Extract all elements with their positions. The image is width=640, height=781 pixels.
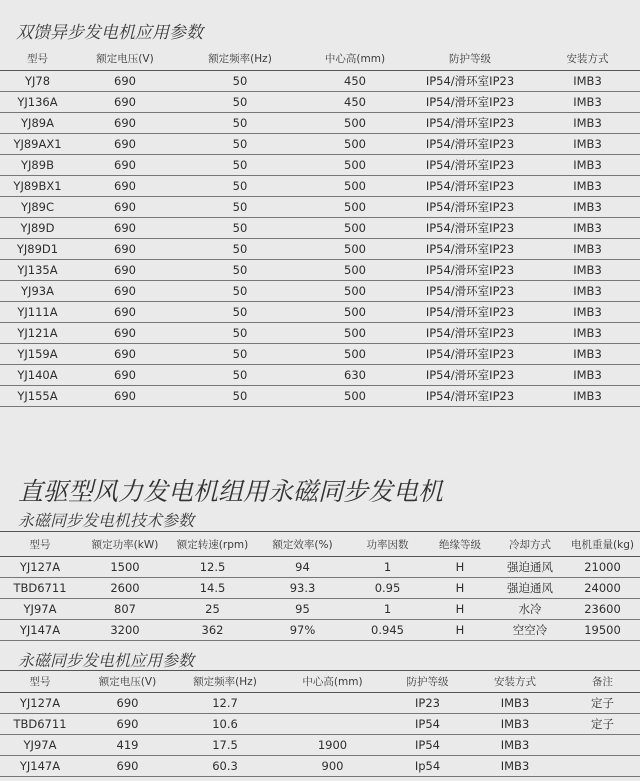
table-row <box>0 693 640 714</box>
table-cell: 500 <box>305 113 405 134</box>
column-header: 额定频率(Hz) <box>175 47 305 71</box>
table-cell: 1 <box>350 557 425 578</box>
table-cell: 500 <box>305 155 405 176</box>
table-cell: YJ89B <box>0 155 75 176</box>
table-cell: 690 <box>75 386 175 407</box>
column-header: 冷却方式 <box>495 532 565 557</box>
table-cell: IP54 <box>390 714 465 735</box>
table-cell: 690 <box>75 134 175 155</box>
table-cell: YJ136A <box>0 92 75 113</box>
table-cell: 690 <box>80 714 175 735</box>
table-cell: IMB3 <box>535 386 640 407</box>
table-cell: 10.6 <box>175 714 275 735</box>
table-cell: IP54/滑环室IP23 <box>405 323 535 344</box>
table-cell: IP54/滑环室IP23 <box>405 71 535 92</box>
table-cell: 50 <box>175 197 305 218</box>
table-cell: YJ89AX1 <box>0 134 75 155</box>
table-cell: 50 <box>175 155 305 176</box>
table-row <box>0 365 640 386</box>
table-cell <box>275 693 390 714</box>
table-cell: IMB3 <box>465 735 565 756</box>
table-cell: YJ89C <box>0 197 75 218</box>
table-cell: IMB3 <box>535 71 640 92</box>
table-cell: 21000 <box>565 557 640 578</box>
table-cell: 50 <box>175 344 305 365</box>
column-header: 型号 <box>0 47 75 71</box>
table-row <box>0 155 640 176</box>
table-cell: H <box>425 578 495 599</box>
table1-body <box>0 71 640 407</box>
table-cell: IP54/滑环室IP23 <box>405 155 535 176</box>
table-cell: IP54/滑环室IP23 <box>405 365 535 386</box>
table-cell: 50 <box>175 386 305 407</box>
table-cell: IMB3 <box>535 260 640 281</box>
table3-title: 永磁同步发电机应用参数 <box>18 651 195 670</box>
column-header: 额定频率(Hz) <box>175 671 275 693</box>
table-cell: 690 <box>75 218 175 239</box>
table-cell: 690 <box>75 92 175 113</box>
table-cell: 690 <box>75 302 175 323</box>
table-row <box>0 557 640 578</box>
table2-body <box>0 557 640 641</box>
table-cell: YJ121A <box>0 323 75 344</box>
table-cell: YJ135A <box>0 260 75 281</box>
table-cell: YJ78 <box>0 71 75 92</box>
table-cell: 50 <box>175 176 305 197</box>
table-cell <box>565 756 640 777</box>
table-cell: YJ89BX1 <box>0 176 75 197</box>
column-header: 防护等级 <box>405 47 535 71</box>
table-cell: TBD6711 <box>0 578 80 599</box>
table-row <box>0 386 640 407</box>
table-cell: H <box>425 557 495 578</box>
table-cell: IP54/滑环室IP23 <box>405 260 535 281</box>
table-cell: 强迫通风 <box>495 578 565 599</box>
table-cell: 水冷 <box>495 599 565 620</box>
table-cell: 500 <box>305 281 405 302</box>
table-cell: IMB3 <box>535 344 640 365</box>
table-cell: 1900 <box>275 735 390 756</box>
table-cell: 50 <box>175 239 305 260</box>
table-row <box>0 176 640 197</box>
table-cell: IP54 <box>390 735 465 756</box>
table-cell: H <box>425 620 495 641</box>
table-cell: 25 <box>170 599 255 620</box>
table-cell: 690 <box>75 281 175 302</box>
table-cell: 500 <box>305 239 405 260</box>
table-row <box>0 113 640 134</box>
table-row <box>0 578 640 599</box>
column-header: 安装方式 <box>465 671 565 693</box>
table-cell: 定子 <box>565 714 640 735</box>
table-cell: YJ127A <box>0 557 80 578</box>
table-cell: 500 <box>305 134 405 155</box>
table-cell: YJ97A <box>0 599 80 620</box>
table-cell: 24000 <box>565 578 640 599</box>
table-cell: YJ89A <box>0 113 75 134</box>
table2 <box>0 531 640 641</box>
table-cell: 2600 <box>80 578 170 599</box>
table-cell: IP54/滑环室IP23 <box>405 386 535 407</box>
table-cell: 93.3 <box>255 578 350 599</box>
table-cell: 500 <box>305 176 405 197</box>
table-cell: 690 <box>75 176 175 197</box>
table1-title: 双馈异步发电机应用参数 <box>16 23 203 43</box>
table-cell: 690 <box>80 756 175 777</box>
table-cell: 362 <box>170 620 255 641</box>
table-row <box>0 756 640 777</box>
table-cell: 50 <box>175 113 305 134</box>
table-cell: IP54/滑环室IP23 <box>405 302 535 323</box>
table-cell: YJ97A <box>0 735 80 756</box>
table-cell: IP54/滑环室IP23 <box>405 197 535 218</box>
table-cell: IP54/滑环室IP23 <box>405 176 535 197</box>
table-cell: IMB3 <box>535 323 640 344</box>
table-cell: IP23 <box>390 693 465 714</box>
table-cell: 定子 <box>565 693 640 714</box>
table-cell: IMB3 <box>535 155 640 176</box>
table-cell: 690 <box>75 239 175 260</box>
table-cell: 690 <box>75 365 175 386</box>
table-cell: IMB3 <box>535 134 640 155</box>
table-cell: 50 <box>175 302 305 323</box>
column-header: 安装方式 <box>535 47 640 71</box>
column-header: 电机重量(kg) <box>565 532 640 557</box>
table-row <box>0 71 640 92</box>
column-header: 额定电压(V) <box>75 47 175 71</box>
table-cell: IMB3 <box>535 176 640 197</box>
table-cell: 690 <box>75 197 175 218</box>
column-header: 中心高(mm) <box>275 671 390 693</box>
table1 <box>0 47 640 407</box>
table-cell: 94 <box>255 557 350 578</box>
table-cell: IMB3 <box>535 113 640 134</box>
table-cell: Ip54 <box>390 756 465 777</box>
table-cell: 1500 <box>80 557 170 578</box>
table-cell: IMB3 <box>465 714 565 735</box>
table3-body <box>0 693 640 777</box>
table-row <box>0 620 640 641</box>
table-cell: 50 <box>175 134 305 155</box>
table-row <box>0 599 640 620</box>
table-cell: 50 <box>175 92 305 113</box>
table-cell: 690 <box>80 693 175 714</box>
table-row <box>0 302 640 323</box>
table-cell: 50 <box>175 281 305 302</box>
table-cell: 12.7 <box>175 693 275 714</box>
table-cell: 500 <box>305 344 405 365</box>
column-header: 额定效率(%) <box>255 532 350 557</box>
table-row <box>0 218 640 239</box>
table-cell: YJ147A <box>0 620 80 641</box>
table-cell: 23600 <box>565 599 640 620</box>
table-row <box>0 260 640 281</box>
table-cell: 14.5 <box>170 578 255 599</box>
column-header: 型号 <box>0 532 80 557</box>
table-cell: 500 <box>305 260 405 281</box>
column-header: 额定电压(V) <box>80 671 175 693</box>
table-cell: IMB3 <box>535 281 640 302</box>
table-cell: IMB3 <box>535 365 640 386</box>
table-cell: IMB3 <box>535 218 640 239</box>
table-cell: 3200 <box>80 620 170 641</box>
table-cell: IMB3 <box>465 693 565 714</box>
table-cell: IMB3 <box>535 92 640 113</box>
table-cell: 97% <box>255 620 350 641</box>
table-row <box>0 281 640 302</box>
table-cell: IMB3 <box>535 302 640 323</box>
table-cell: 900 <box>275 756 390 777</box>
column-header: 中心高(mm) <box>305 47 405 71</box>
table-cell <box>275 714 390 735</box>
table-cell: YJ159A <box>0 344 75 365</box>
table-cell: 500 <box>305 386 405 407</box>
column-header: 功率因数 <box>350 532 425 557</box>
table-cell: 50 <box>175 260 305 281</box>
table-cell: 19500 <box>565 620 640 641</box>
table-cell: IMB3 <box>465 756 565 777</box>
table-cell: 1 <box>350 599 425 620</box>
table-cell: 690 <box>75 71 175 92</box>
table-cell: 690 <box>75 113 175 134</box>
table-cell: 807 <box>80 599 170 620</box>
table-cell: IP54/滑环室IP23 <box>405 113 535 134</box>
table-cell: 690 <box>75 260 175 281</box>
table-cell: 450 <box>305 71 405 92</box>
table-cell: 500 <box>305 302 405 323</box>
table-cell: 60.3 <box>175 756 275 777</box>
table-row <box>0 714 640 735</box>
table-row <box>0 344 640 365</box>
table-cell: YJ89D <box>0 218 75 239</box>
table-row <box>0 735 640 756</box>
table-cell: 419 <box>80 735 175 756</box>
table-cell: TBD6711 <box>0 714 80 735</box>
table-cell: YJ140A <box>0 365 75 386</box>
table-cell: 强迫通风 <box>495 557 565 578</box>
table3 <box>0 670 640 777</box>
table-cell: IP54/滑环室IP23 <box>405 92 535 113</box>
table-row <box>0 323 640 344</box>
table-cell: 0.95 <box>350 578 425 599</box>
table-row <box>0 92 640 113</box>
table-cell: 17.5 <box>175 735 275 756</box>
table-row <box>0 239 640 260</box>
section-title: 直驱型风力发电机组用永磁同步发电机 <box>18 477 444 506</box>
column-header: 防护等级 <box>390 671 465 693</box>
table-cell: YJ89D1 <box>0 239 75 260</box>
table-cell: 12.5 <box>170 557 255 578</box>
table-cell: 50 <box>175 71 305 92</box>
table-cell: 空空冷 <box>495 620 565 641</box>
table-cell: 50 <box>175 323 305 344</box>
table-cell: YJ147A <box>0 756 80 777</box>
table2-title: 永磁同步发电机技术参数 <box>18 511 195 530</box>
table-cell: 500 <box>305 323 405 344</box>
table-cell: 50 <box>175 365 305 386</box>
table-cell: IP54/滑环室IP23 <box>405 281 535 302</box>
table-row <box>0 134 640 155</box>
table-cell: YJ111A <box>0 302 75 323</box>
column-header: 备注 <box>565 671 640 693</box>
table-cell: 690 <box>75 323 175 344</box>
column-header: 型号 <box>0 671 80 693</box>
column-header: 额定功率(kW) <box>80 532 170 557</box>
column-header: 绝缘等级 <box>425 532 495 557</box>
table-cell: IMB3 <box>535 239 640 260</box>
table-cell: 630 <box>305 365 405 386</box>
table-cell: IP54/滑环室IP23 <box>405 134 535 155</box>
table-cell: 690 <box>75 344 175 365</box>
table-cell <box>565 735 640 756</box>
table1-header-row <box>0 47 640 71</box>
column-header: 额定转速(rpm) <box>170 532 255 557</box>
table-cell: YJ93A <box>0 281 75 302</box>
table-cell: IP54/滑环室IP23 <box>405 218 535 239</box>
table-cell: 690 <box>75 155 175 176</box>
table-row <box>0 197 640 218</box>
table-cell: H <box>425 599 495 620</box>
table-cell: YJ127A <box>0 693 80 714</box>
table-cell: IMB3 <box>535 197 640 218</box>
table2-header-row <box>0 532 640 557</box>
table-cell: IP54/滑环室IP23 <box>405 344 535 365</box>
table-cell: 500 <box>305 218 405 239</box>
table3-header-row <box>0 671 640 693</box>
table-cell: 450 <box>305 92 405 113</box>
table-cell: 50 <box>175 218 305 239</box>
table-cell: 500 <box>305 197 405 218</box>
table-cell: IP54/滑环室IP23 <box>405 239 535 260</box>
table-cell: 95 <box>255 599 350 620</box>
table-cell: 0.945 <box>350 620 425 641</box>
table-cell: YJ155A <box>0 386 75 407</box>
